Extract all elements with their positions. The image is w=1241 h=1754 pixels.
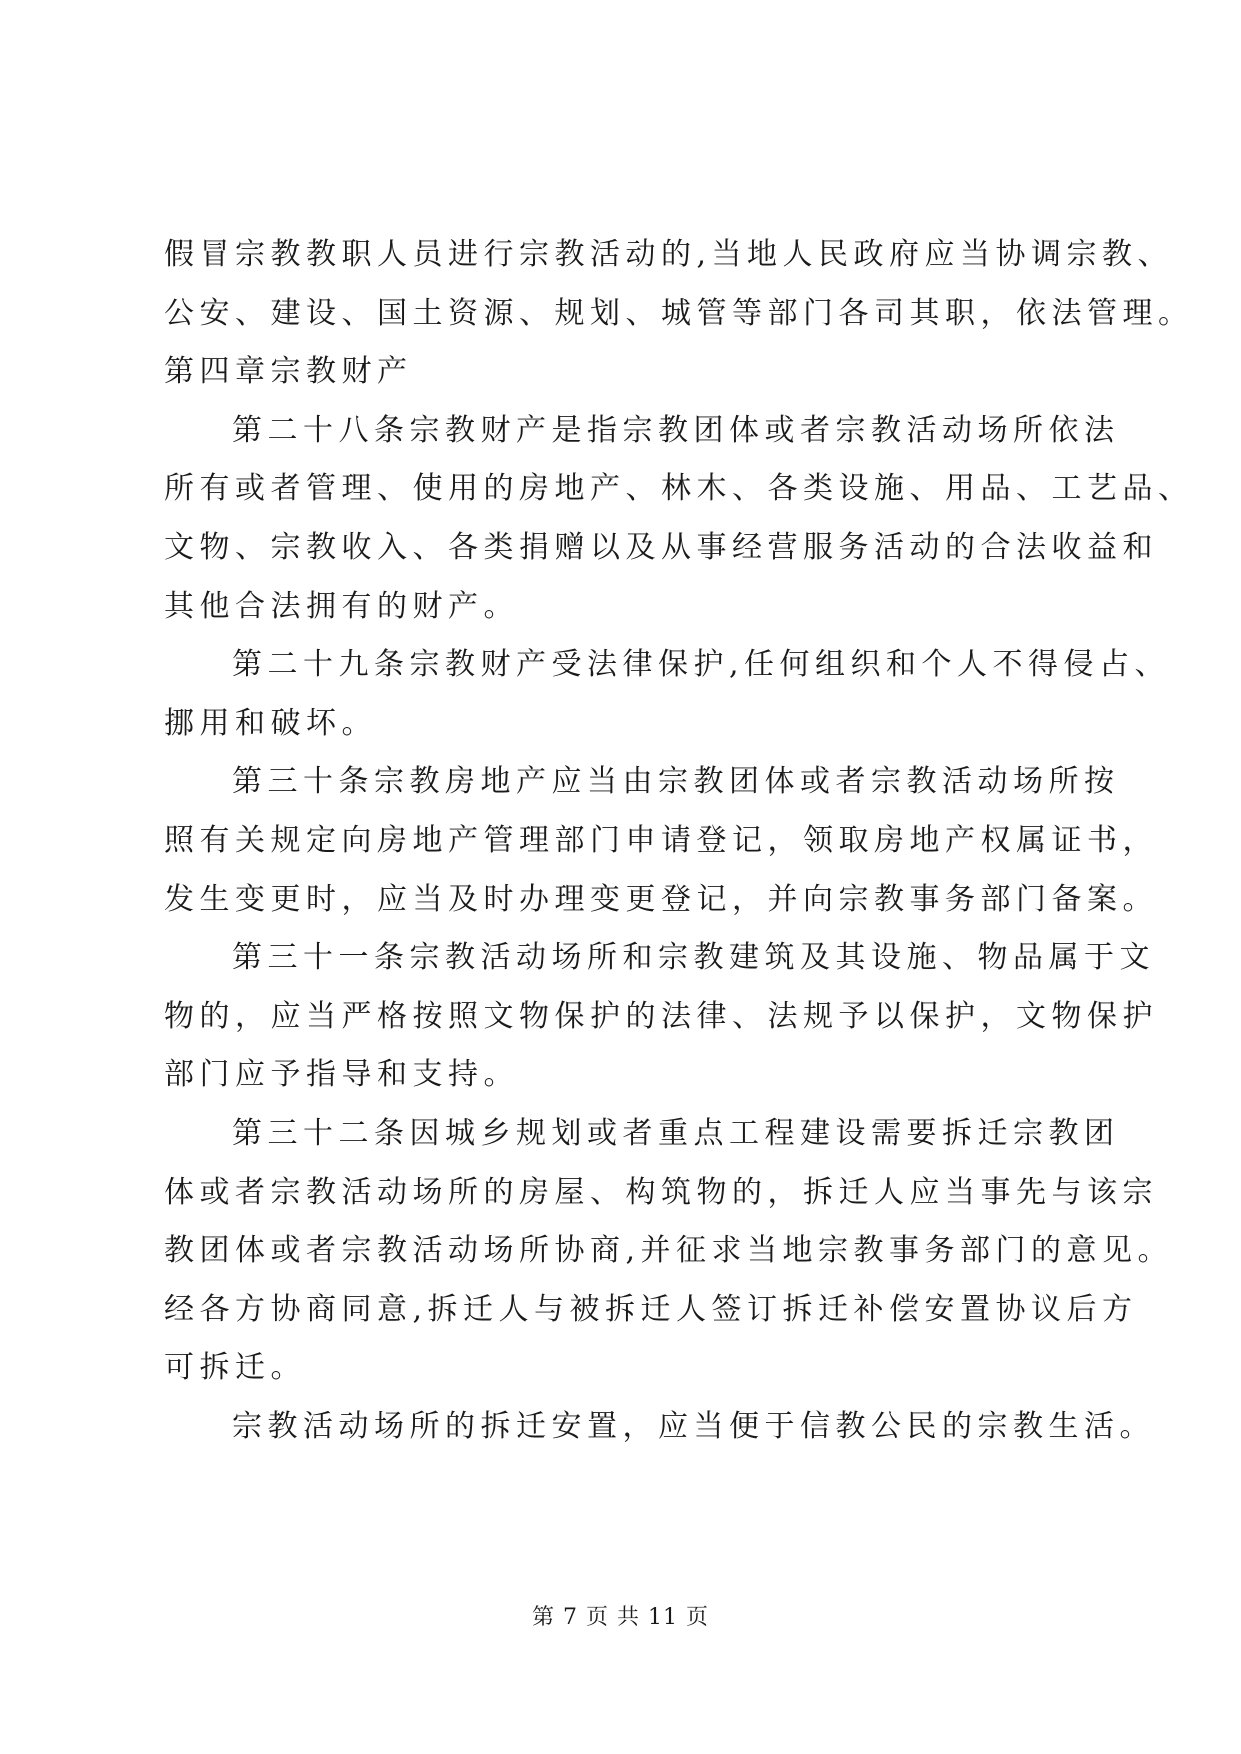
article-32-line: 第三十二条因城乡规划或者重点工程建设需要拆迁宗教团 <box>232 1115 1120 1151</box>
page-number-footer: 第 7 页 共 11 页 <box>532 1605 709 1630</box>
text-line: 文物、宗教收入、各类捐赠以及从事经营服务活动的合法收益和 <box>164 529 1158 565</box>
article-28-line: 第二十八条宗教财产是指宗教团体或者宗教活动场所依法 <box>232 412 1120 448</box>
text-line: 其他合法拥有的财产。 <box>164 588 519 624</box>
text-line: 部门应予指导和支持。 <box>164 1057 519 1093</box>
article-30-line: 第三十条宗教房地产应当由宗教团体或者宗教活动场所按 <box>232 764 1120 800</box>
text-line: 挪用和破坏。 <box>164 705 377 741</box>
text-line: 照有关规定向房地产管理部门申请登记，领取房地产权属证书， <box>164 822 1158 858</box>
text-line: 所有或者管理、使用的房地产、林木、各类设施、用品、工艺品、 <box>164 471 1194 507</box>
text-line: 经各方协商同意,拆迁人与被拆迁人签订拆迁补偿安置协议后方 <box>164 1291 1138 1327</box>
text-line: 假冒宗教教职人员进行宗教活动的,当地人民政府应当协调宗教、 <box>164 237 1174 272</box>
article-31-line: 第三十一条宗教活动场所和宗教建筑及其设施、物品属于文 <box>232 940 1155 976</box>
document-body <box>164 226 1194 1456</box>
text-line: 公安、建设、国土资源、规划、城管等部门各司其职，依法管理。 <box>164 295 1194 331</box>
text-line: 可拆迁。 <box>164 1350 306 1386</box>
paragraph-line: 宗教活动场所的拆迁安置，应当便于信教公民的宗教生活。 <box>232 1408 1155 1444</box>
text-line: 教团体或者宗教活动场所协商,并征求当地宗教事务部门的意见。 <box>164 1233 1174 1269</box>
chapter-heading: 第四章宗教财产 <box>164 354 413 390</box>
article-29-line: 第二十九条宗教财产受法律保护,任何组织和个人不得侵占、 <box>232 647 1171 683</box>
text-line: 发生变更时，应当及时办理变更登记，并向宗教事务部门备案。 <box>164 881 1158 917</box>
text-line: 物的，应当严格按照文物保护的法律、法规予以保护，文物保护 <box>164 998 1158 1034</box>
text-line: 体或者宗教活动场所的房屋、构筑物的，拆迁人应当事先与该宗 <box>164 1174 1158 1210</box>
